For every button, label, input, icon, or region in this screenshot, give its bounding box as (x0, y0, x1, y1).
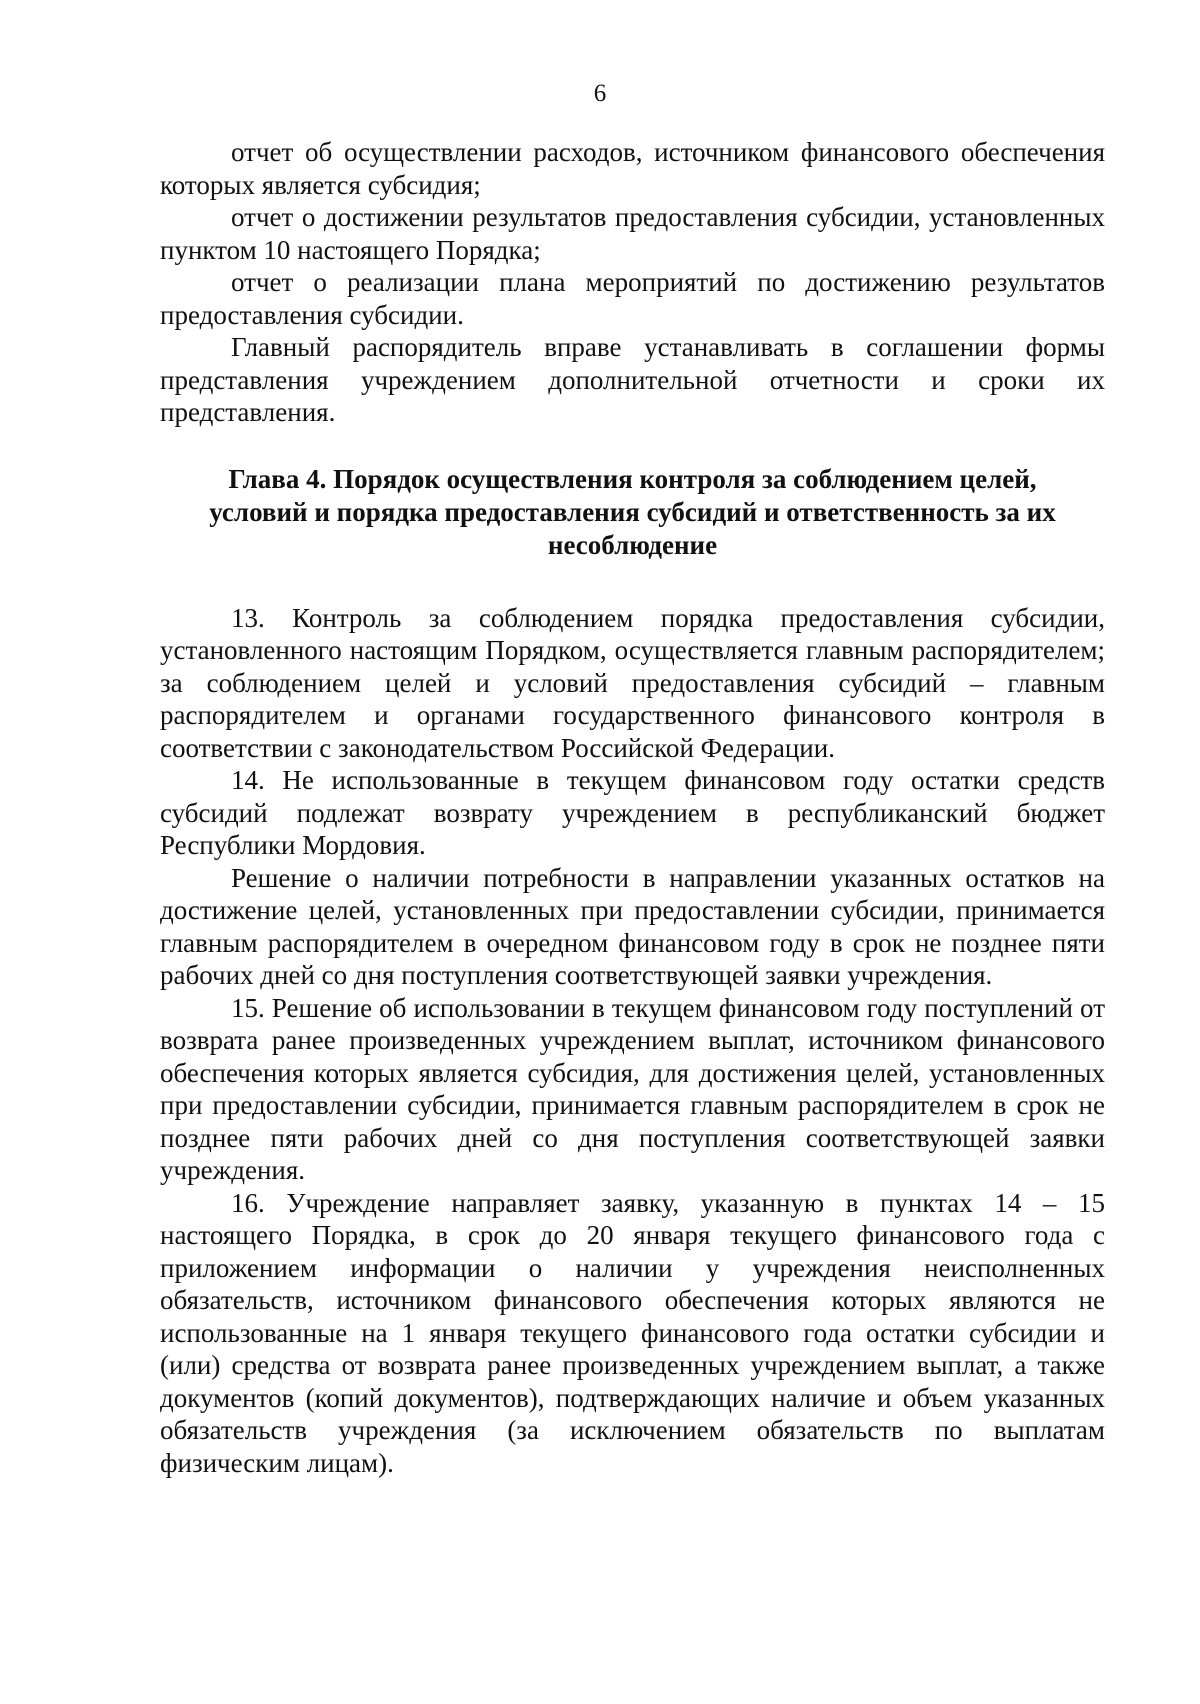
chapter-heading (160, 463, 1105, 562)
chapter-heading-line-2: условий и порядка предоставления субсидий и ответственность за их (209, 496, 1056, 527)
chapter-heading-line-3: несоблюдение (547, 529, 718, 560)
paragraph-15: 15. Решение об использовании в текущем финансовом году поступлений от возврата ранее произведенных учреждением выплат, источником финансового обеспечения которых является субсидия, для достижения целей, установленных при предоставлении субсидии, принимается главным распорядителем в срок не позднее пяти рабочих дней со дня поступления соответствующей заявки учреждения. (160, 992, 1105, 1185)
document-body (160, 136, 1105, 1479)
paragraph-14-decision: Решение о наличии потребности в направлении указанных остатков на достижение целей, установленных при предоставлении субсидии, принимается главным распорядителем в очередном финансовом году в срок не позднее пяти рабочих дней со дня поступления соответствующей заявки учреждения. (160, 862, 1105, 990)
paragraph-additional-reporting: Главный распорядитель вправе устанавливать в соглашении формы представления учреждением дополнительной отчетности и сроки их представления. (160, 332, 1105, 427)
paragraph-16: 16. Учреждение направляет заявку, указанную в пунктах 14 – 15 настоящего Порядка, в срок до 20 января текущего финансового года с приложением информации о наличии у учреждения неисполненных обязательств, источником финансового обеспечения которых являются не использованные на 1 января текущего финансового года остатки субсидии и (или) средства от возврата ранее произведенных учреждением выплат, а также документов (копий документов), подтверждающих наличие и объем указанных обязательств учреждения (за исключением обязательств по выплатам физическим лицам). (160, 1187, 1105, 1478)
paragraph-14: 14. Не использованные в текущем финансовом году остатки средств субсидий подлежат возврату учреждением в республиканский бюджет Республики Мордовия. (160, 765, 1105, 860)
chapter-heading-line-1: Глава 4. Порядок осуществления контроля за соблюдением целей, (228, 463, 1037, 494)
paragraph-13: 13. Контроль за соблюдением порядка предоставления субсидии, установленного настоящим Порядком, осуществляется главным распорядителем; за соблюдением целей и условий предоставления субсидий – главным распорядителем и органами государственного финансового контроля в соответствии с законодательством Российской Федерации. (160, 602, 1105, 763)
paragraph-report-expenses: отчет об осуществлении расходов, источником финансового обеспечения которых является субсидия; (160, 137, 1105, 200)
page-number: 6 (593, 80, 607, 107)
paragraph-report-plan: отчет о реализации плана мероприятий по достижению результатов предоставления субсидии. (160, 267, 1105, 330)
paragraph-report-results: отчет о достижении результатов предоставления субсидии, установленных пунктом 10 настоящего Порядка; (160, 202, 1105, 265)
